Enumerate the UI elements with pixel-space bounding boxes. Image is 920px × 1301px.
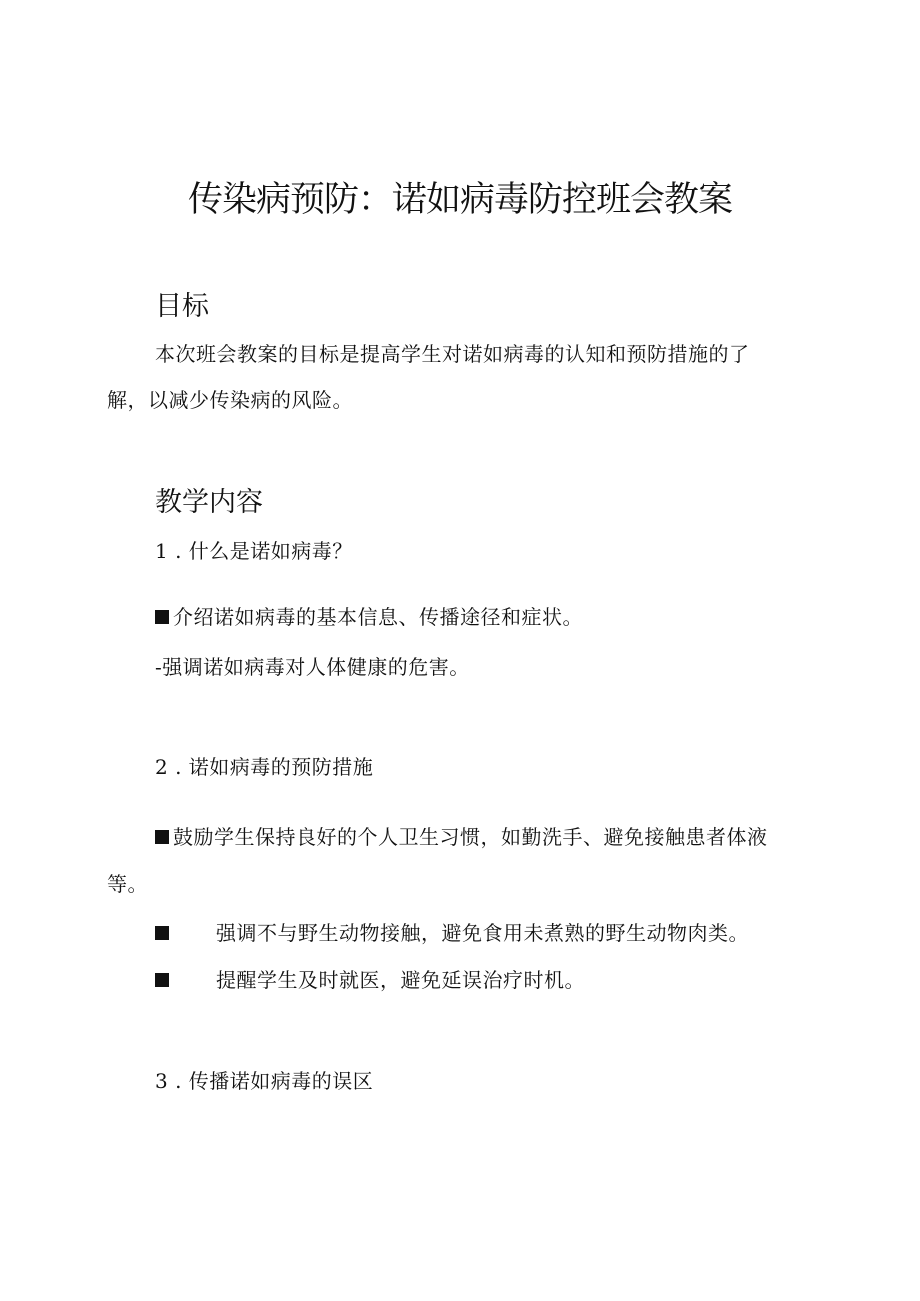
item-2-point-3-text: 提醒学生及时就医，避免延误治疗时机。 — [216, 968, 585, 992]
section-heading-content: 教学内容 — [155, 487, 263, 518]
item-2-point-2 — [155, 917, 749, 946]
item-2-point-2-text: 强调不与野生动物接触，避免食用未煮熟的野生动物肉类。 — [216, 921, 749, 945]
item-3-title: 3 . 传播诺如病毒的误区 — [155, 1069, 374, 1093]
item-1-point-2: -强调诺如病毒对人体健康的危害。 — [155, 655, 470, 679]
goal-paragraph-line-2: 解，以减少传染病的风险。 — [107, 388, 353, 412]
item-1-point-1-text: 介绍诺如病毒的基本信息、传播途径和症状。 — [173, 605, 583, 629]
item-2-point-1-line-1 — [155, 821, 768, 850]
goal-paragraph-line-1: 本次班会教案的目标是提高学生对诺如病毒的认知和预防措施的了 — [155, 342, 750, 366]
item-2-point-3 — [155, 964, 585, 993]
item-2-point-1-line-2: 等。 — [107, 872, 148, 896]
item-1-title: 1 . 什么是诺如病毒？ — [155, 539, 353, 563]
item-2-point-1-text: 鼓励学生保持良好的个人卫生习惯，如勤洗手、避免接触患者体液 — [173, 825, 768, 849]
document-title: 传染病预防：诺如病毒防控班会教案 — [187, 180, 732, 220]
section-heading-goal: 目标 — [155, 291, 209, 322]
item-2-title: 2 . 诺如病毒的预防措施 — [155, 755, 374, 779]
square-bullet-icon — [155, 830, 169, 844]
square-bullet-icon — [155, 973, 169, 987]
item-1-point-1 — [155, 601, 583, 630]
square-bullet-icon — [155, 610, 169, 624]
square-bullet-icon — [155, 926, 169, 940]
